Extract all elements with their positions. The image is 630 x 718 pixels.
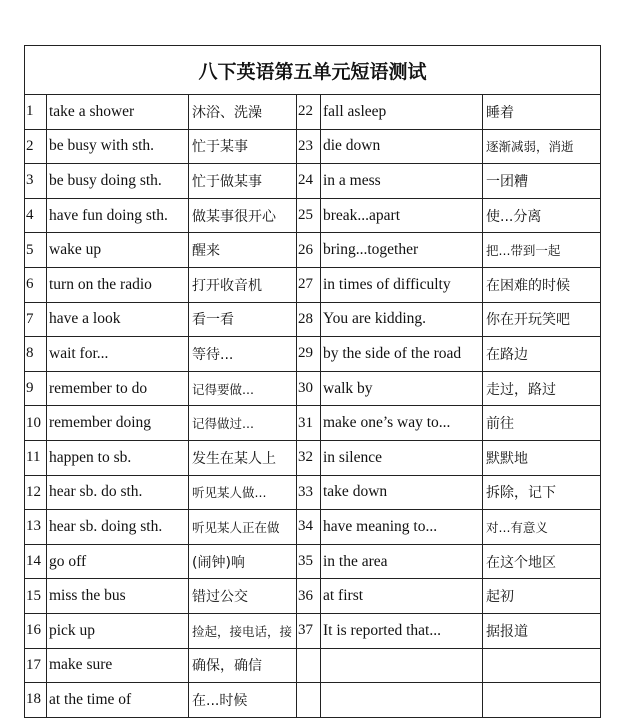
chinese-meaning: 你在开玩笑吧 (483, 302, 601, 337)
english-phrase: turn on the radio (47, 267, 189, 302)
english-phrase: walk by (321, 371, 483, 406)
table-row (25, 164, 601, 199)
row-number: 33 (297, 475, 321, 510)
row-number: 9 (25, 371, 47, 406)
table-row (25, 198, 601, 233)
row-number: 37 (297, 613, 321, 648)
row-number: 17 (25, 648, 47, 683)
row-number: 18 (25, 683, 47, 718)
row-number: 30 (297, 371, 321, 406)
english-phrase: go off (47, 544, 189, 579)
chinese-meaning: 默默地 (483, 440, 601, 475)
table-row (25, 267, 601, 302)
chinese-meaning: 醒来 (189, 233, 297, 268)
english-phrase: wait for... (47, 337, 189, 372)
chinese-meaning: 在这个地区 (483, 544, 601, 579)
table-row (25, 613, 601, 648)
chinese-meaning: 睡着 (483, 95, 601, 130)
chinese-meaning: 逐渐减弱，消逝 (483, 129, 601, 164)
table-row (25, 95, 601, 130)
english-phrase: break...apart (321, 198, 483, 233)
row-number: 1 (25, 95, 47, 130)
row-number: 8 (25, 337, 47, 372)
chinese-meaning: 做某事很开心 (189, 198, 297, 233)
chinese-meaning: 等待... (189, 337, 297, 372)
chinese-meaning: 看一看 (189, 302, 297, 337)
chinese-meaning (483, 648, 601, 683)
english-phrase: by the side of the road (321, 337, 483, 372)
english-phrase: wake up (47, 233, 189, 268)
chinese-meaning: 捡起，接电话，接 (189, 613, 297, 648)
chinese-meaning: 据报道 (483, 613, 601, 648)
english-phrase: die down (321, 129, 483, 164)
english-phrase: have meaning to... (321, 510, 483, 545)
phrase-table (24, 45, 601, 718)
chinese-meaning: 对...有意义 (483, 510, 601, 545)
row-number: 13 (25, 510, 47, 545)
english-phrase: remember to do (47, 371, 189, 406)
chinese-meaning: (闹钟)响 (189, 544, 297, 579)
table-row (25, 683, 601, 718)
phrase-test-sheet (24, 45, 600, 718)
chinese-meaning: 在...时候 (189, 683, 297, 718)
row-number: 31 (297, 406, 321, 441)
row-number: 14 (25, 544, 47, 579)
chinese-meaning: 忙于某事 (189, 129, 297, 164)
chinese-meaning: 听见某人正在做 (189, 510, 297, 545)
table-row (25, 337, 601, 372)
row-number: 34 (297, 510, 321, 545)
english-phrase: remember doing (47, 406, 189, 441)
row-number: 24 (297, 164, 321, 199)
row-number: 36 (297, 579, 321, 614)
chinese-meaning: 错过公交 (189, 579, 297, 614)
row-number: 7 (25, 302, 47, 337)
english-phrase: have fun doing sth. (47, 198, 189, 233)
chinese-meaning: 把...带到一起 (483, 233, 601, 268)
english-phrase: pick up (47, 613, 189, 648)
english-phrase: in times of difficulty (321, 267, 483, 302)
chinese-meaning: 发生在某人上 (189, 440, 297, 475)
row-number: 28 (297, 302, 321, 337)
row-number: 2 (25, 129, 47, 164)
english-phrase: hear sb. doing sth. (47, 510, 189, 545)
chinese-meaning: 沐浴、洗澡 (189, 95, 297, 130)
chinese-meaning: 记得要做... (189, 371, 297, 406)
table-row (25, 129, 601, 164)
table-row (25, 648, 601, 683)
row-number: 27 (297, 267, 321, 302)
english-phrase: in the area (321, 544, 483, 579)
english-phrase: happen to sb. (47, 440, 189, 475)
english-phrase: have a look (47, 302, 189, 337)
row-number: 12 (25, 475, 47, 510)
english-phrase (321, 648, 483, 683)
row-number: 22 (297, 95, 321, 130)
page-title: 八下英语第五单元短语测试 (25, 46, 601, 95)
row-number: 32 (297, 440, 321, 475)
table-row (25, 371, 601, 406)
chinese-meaning: 打开收音机 (189, 267, 297, 302)
english-phrase: be busy with sth. (47, 129, 189, 164)
table-row (25, 544, 601, 579)
row-number: 11 (25, 440, 47, 475)
chinese-meaning: 走过，路过 (483, 371, 601, 406)
table-row (25, 406, 601, 441)
chinese-meaning: 在路边 (483, 337, 601, 372)
chinese-meaning: 听见某人做... (189, 475, 297, 510)
english-phrase: miss the bus (47, 579, 189, 614)
table-row (25, 475, 601, 510)
row-number (297, 683, 321, 718)
chinese-meaning (483, 683, 601, 718)
chinese-meaning: 在困难的时候 (483, 267, 601, 302)
chinese-meaning: 前往 (483, 406, 601, 441)
english-phrase: hear sb. do sth. (47, 475, 189, 510)
chinese-meaning: 忙于做某事 (189, 164, 297, 199)
table-row (25, 440, 601, 475)
row-number: 23 (297, 129, 321, 164)
table-row (25, 510, 601, 545)
chinese-meaning: 使...分离 (483, 198, 601, 233)
english-phrase: take down (321, 475, 483, 510)
table-row (25, 302, 601, 337)
chinese-meaning: 记得做过... (189, 406, 297, 441)
english-phrase: bring...together (321, 233, 483, 268)
row-number: 6 (25, 267, 47, 302)
table-row (25, 579, 601, 614)
row-number: 5 (25, 233, 47, 268)
english-phrase: make one’s way to... (321, 406, 483, 441)
title-row (25, 46, 601, 95)
chinese-meaning: 一团糟 (483, 164, 601, 199)
english-phrase: in a mess (321, 164, 483, 199)
row-number: 3 (25, 164, 47, 199)
row-number (297, 648, 321, 683)
table-row (25, 233, 601, 268)
row-number: 15 (25, 579, 47, 614)
english-phrase: You are kidding. (321, 302, 483, 337)
english-phrase: take a shower (47, 95, 189, 130)
row-number: 16 (25, 613, 47, 648)
chinese-meaning: 确保，确信 (189, 648, 297, 683)
english-phrase: be busy doing sth. (47, 164, 189, 199)
english-phrase: at first (321, 579, 483, 614)
english-phrase: in silence (321, 440, 483, 475)
row-number: 29 (297, 337, 321, 372)
english-phrase: It is reported that... (321, 613, 483, 648)
english-phrase (321, 683, 483, 718)
row-number: 26 (297, 233, 321, 268)
row-number: 35 (297, 544, 321, 579)
english-phrase: fall asleep (321, 95, 483, 130)
english-phrase: at the time of (47, 683, 189, 718)
chinese-meaning: 起初 (483, 579, 601, 614)
row-number: 10 (25, 406, 47, 441)
row-number: 25 (297, 198, 321, 233)
english-phrase: make sure (47, 648, 189, 683)
chinese-meaning: 拆除，记下 (483, 475, 601, 510)
row-number: 4 (25, 198, 47, 233)
